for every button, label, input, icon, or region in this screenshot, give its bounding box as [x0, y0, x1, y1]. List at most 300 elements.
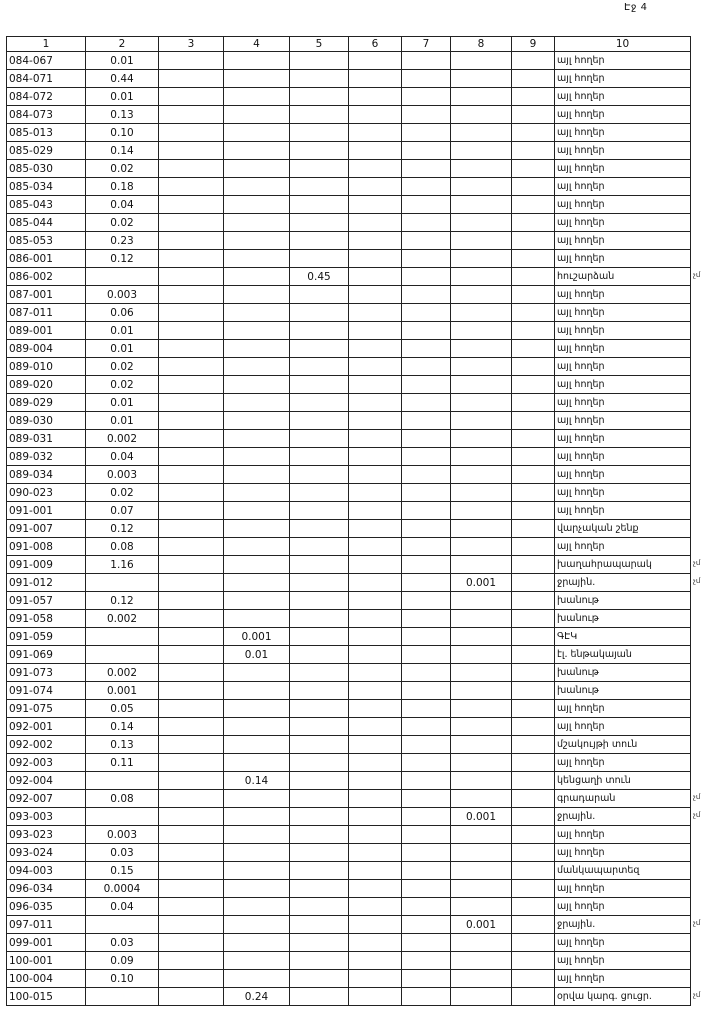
land-use-cell: այլ հողեր: [555, 340, 691, 358]
value-cell-7: [402, 700, 451, 718]
value-cell-7: [402, 538, 451, 556]
table-row: [7, 844, 691, 862]
value-cell-6: [349, 844, 402, 862]
value-cell-5: [290, 394, 349, 412]
value-cell-7: [402, 592, 451, 610]
land-use-cell: ԳԷԿ: [555, 628, 691, 646]
value-cell-2: 0.07: [86, 502, 159, 520]
value-cell-3: [159, 502, 224, 520]
value-cell-8: [451, 268, 512, 286]
value-cell-9: [512, 106, 555, 124]
value-cell-9: [512, 160, 555, 178]
parcel-code-cell: 085-043: [7, 196, 86, 214]
value-cell-8: [451, 250, 512, 268]
land-use-cell: ջրային.: [555, 574, 691, 592]
column-header: 7: [402, 37, 451, 52]
value-cell-9: [512, 754, 555, 772]
value-cell-7: [402, 628, 451, 646]
value-cell-5: [290, 412, 349, 430]
table-row: [7, 322, 691, 340]
value-cell-5: [290, 916, 349, 934]
value-cell-5: [290, 124, 349, 142]
land-use-cell: այլ հողեր: [555, 898, 691, 916]
value-cell-2: [86, 646, 159, 664]
value-cell-9: [512, 250, 555, 268]
value-cell-3: [159, 790, 224, 808]
value-cell-3: [159, 880, 224, 898]
value-cell-8: [451, 502, 512, 520]
parcel-code-cell: 093-024: [7, 844, 86, 862]
value-cell-2: 0.003: [86, 826, 159, 844]
value-cell-2: 0.13: [86, 106, 159, 124]
value-cell-6: [349, 700, 402, 718]
value-cell-6: [349, 286, 402, 304]
value-cell-9: [512, 682, 555, 700]
table-row: [7, 862, 691, 880]
value-cell-8: [451, 304, 512, 322]
value-cell-6: [349, 538, 402, 556]
value-cell-5: [290, 808, 349, 826]
value-cell-7: [402, 718, 451, 736]
value-cell-6: [349, 862, 402, 880]
parcel-code-cell: 094-003: [7, 862, 86, 880]
table-row: [7, 214, 691, 232]
value-cell-3: [159, 592, 224, 610]
value-cell-6: [349, 898, 402, 916]
value-cell-3: [159, 628, 224, 646]
land-use-cell: այլ հողեր: [555, 88, 691, 106]
value-cell-5: [290, 862, 349, 880]
value-cell-4: [224, 898, 290, 916]
value-cell-5: [290, 142, 349, 160]
land-use-cell: այլ հողեր: [555, 484, 691, 502]
land-use-cell: այլ հողեր: [555, 538, 691, 556]
value-cell-6: [349, 70, 402, 88]
land-use-cell: այլ հողեր: [555, 718, 691, 736]
value-cell-3: [159, 700, 224, 718]
value-cell-2: 0.13: [86, 736, 159, 754]
value-cell-6: [349, 178, 402, 196]
value-cell-7: [402, 952, 451, 970]
parcel-code-cell: 084-067: [7, 52, 86, 70]
value-cell-3: [159, 430, 224, 448]
column-header: 9: [512, 37, 555, 52]
value-cell-4: [224, 538, 290, 556]
value-cell-2: 0.10: [86, 124, 159, 142]
land-use-cell: մանկապարտեզ: [555, 862, 691, 880]
value-cell-8: [451, 286, 512, 304]
value-cell-7: [402, 88, 451, 106]
value-cell-9: [512, 268, 555, 286]
value-cell-4: [224, 556, 290, 574]
table-row: [7, 232, 691, 250]
value-cell-5: [290, 574, 349, 592]
parcel-code-cell: 091-073: [7, 664, 86, 682]
land-use-cell: այլ հողեր: [555, 286, 691, 304]
value-cell-4: [224, 52, 290, 70]
value-cell-4: 0.01: [224, 646, 290, 664]
value-cell-2: 0.18: [86, 178, 159, 196]
value-cell-5: [290, 304, 349, 322]
value-cell-8: [451, 448, 512, 466]
value-cell-4: [224, 844, 290, 862]
parcel-code-cell: 091-058: [7, 610, 86, 628]
value-cell-3: [159, 376, 224, 394]
value-cell-3: [159, 718, 224, 736]
value-cell-6: [349, 466, 402, 484]
parcel-code-cell: 096-034: [7, 880, 86, 898]
column-header: 3: [159, 37, 224, 52]
value-cell-5: [290, 448, 349, 466]
value-cell-6: [349, 574, 402, 592]
value-cell-2: 0.08: [86, 790, 159, 808]
value-cell-2: 0.12: [86, 592, 159, 610]
value-cell-2: 0.01: [86, 412, 159, 430]
value-cell-2: 0.01: [86, 52, 159, 70]
value-cell-4: [224, 448, 290, 466]
value-cell-8: [451, 322, 512, 340]
value-cell-5: [290, 70, 349, 88]
value-cell-9: [512, 232, 555, 250]
land-use-cell: այլ հողեր: [555, 178, 691, 196]
land-use-cell: ջրային.: [555, 916, 691, 934]
value-cell-5: [290, 880, 349, 898]
margin-note: չմ: [693, 577, 701, 585]
value-cell-8: [451, 412, 512, 430]
value-cell-9: [512, 286, 555, 304]
value-cell-2: 0.02: [86, 214, 159, 232]
value-cell-5: [290, 736, 349, 754]
parcel-code-cell: 089-004: [7, 340, 86, 358]
value-cell-3: [159, 754, 224, 772]
value-cell-2: 0.44: [86, 70, 159, 88]
value-cell-7: [402, 862, 451, 880]
land-use-cell: այլ հողեր: [555, 412, 691, 430]
value-cell-9: [512, 988, 555, 1006]
value-cell-4: [224, 826, 290, 844]
land-use-cell: խաղահրապարակ: [555, 556, 691, 574]
table-row: [7, 250, 691, 268]
value-cell-3: [159, 232, 224, 250]
value-cell-8: [451, 52, 512, 70]
margin-note: չմ: [693, 793, 701, 801]
value-cell-7: [402, 430, 451, 448]
value-cell-5: [290, 700, 349, 718]
value-cell-3: [159, 682, 224, 700]
table-row: [7, 502, 691, 520]
value-cell-6: [349, 754, 402, 772]
value-cell-6: [349, 790, 402, 808]
value-cell-5: [290, 970, 349, 988]
value-cell-5: [290, 754, 349, 772]
value-cell-4: [224, 754, 290, 772]
parcel-code-cell: 090-023: [7, 484, 86, 502]
value-cell-2: 0.02: [86, 484, 159, 502]
value-cell-9: [512, 844, 555, 862]
value-cell-3: [159, 898, 224, 916]
value-cell-6: [349, 340, 402, 358]
value-cell-9: [512, 502, 555, 520]
value-cell-9: [512, 808, 555, 826]
parcel-code-cell: 091-008: [7, 538, 86, 556]
column-header: 2: [86, 37, 159, 52]
value-cell-7: [402, 466, 451, 484]
value-cell-6: [349, 628, 402, 646]
value-cell-6: [349, 160, 402, 178]
value-cell-4: [224, 520, 290, 538]
value-cell-7: [402, 556, 451, 574]
table-row: [7, 160, 691, 178]
table-row: [7, 736, 691, 754]
value-cell-6: [349, 124, 402, 142]
value-cell-6: [349, 970, 402, 988]
value-cell-4: [224, 502, 290, 520]
parcel-code-cell: 091-057: [7, 592, 86, 610]
value-cell-8: [451, 880, 512, 898]
value-cell-7: [402, 916, 451, 934]
parcel-code-cell: 084-071: [7, 70, 86, 88]
value-cell-4: [224, 214, 290, 232]
value-cell-4: [224, 970, 290, 988]
parcel-code-cell: 086-001: [7, 250, 86, 268]
parcel-code-cell: 092-007: [7, 790, 86, 808]
land-use-cell: այլ հողեր: [555, 430, 691, 448]
column-header: 4: [224, 37, 290, 52]
value-cell-8: [451, 214, 512, 232]
parcel-code-cell: 092-002: [7, 736, 86, 754]
margin-note: չմ: [693, 919, 701, 927]
value-cell-6: [349, 196, 402, 214]
parcel-code-cell: 087-011: [7, 304, 86, 322]
parcel-code-cell: 092-003: [7, 754, 86, 772]
land-use-cell: այլ հողեր: [555, 952, 691, 970]
value-cell-2: 0.01: [86, 322, 159, 340]
table-row: [7, 970, 691, 988]
value-cell-5: [290, 844, 349, 862]
value-cell-3: [159, 196, 224, 214]
value-cell-2: 0.02: [86, 160, 159, 178]
value-cell-8: [451, 592, 512, 610]
value-cell-6: [349, 358, 402, 376]
value-cell-6: [349, 502, 402, 520]
value-cell-4: [224, 358, 290, 376]
value-cell-9: [512, 52, 555, 70]
value-cell-9: [512, 178, 555, 196]
value-cell-9: [512, 214, 555, 232]
parcel-code-cell: 085-034: [7, 178, 86, 196]
value-cell-9: [512, 412, 555, 430]
value-cell-9: [512, 484, 555, 502]
parcel-code-cell: 091-012: [7, 574, 86, 592]
value-cell-6: [349, 808, 402, 826]
table-row: [7, 304, 691, 322]
value-cell-8: [451, 934, 512, 952]
parcel-code-cell: 089-032: [7, 448, 86, 466]
value-cell-8: [451, 952, 512, 970]
value-cell-9: [512, 88, 555, 106]
value-cell-8: [451, 358, 512, 376]
value-cell-8: [451, 466, 512, 484]
parcel-code-cell: 085-044: [7, 214, 86, 232]
value-cell-6: [349, 826, 402, 844]
value-cell-2: 0.15: [86, 862, 159, 880]
value-cell-7: [402, 304, 451, 322]
value-cell-9: [512, 574, 555, 592]
parcel-code-cell: 099-001: [7, 934, 86, 952]
column-header: 6: [349, 37, 402, 52]
value-cell-3: [159, 214, 224, 232]
value-cell-6: [349, 646, 402, 664]
value-cell-5: [290, 196, 349, 214]
value-cell-7: [402, 520, 451, 538]
value-cell-5: [290, 772, 349, 790]
value-cell-7: [402, 898, 451, 916]
land-use-cell: այլ հողեր: [555, 880, 691, 898]
value-cell-5: [290, 520, 349, 538]
value-cell-3: [159, 286, 224, 304]
value-cell-3: [159, 988, 224, 1006]
value-cell-7: [402, 376, 451, 394]
value-cell-9: [512, 970, 555, 988]
value-cell-7: [402, 340, 451, 358]
value-cell-8: [451, 232, 512, 250]
column-header: 5: [290, 37, 349, 52]
value-cell-2: 0.11: [86, 754, 159, 772]
parcel-code-cell: 087-001: [7, 286, 86, 304]
value-cell-4: [224, 160, 290, 178]
value-cell-7: [402, 286, 451, 304]
land-use-cell: խանութ: [555, 682, 691, 700]
value-cell-6: [349, 304, 402, 322]
value-cell-6: [349, 520, 402, 538]
table-row: [7, 52, 691, 70]
value-cell-5: [290, 466, 349, 484]
value-cell-2: 0.23: [86, 232, 159, 250]
value-cell-9: [512, 466, 555, 484]
value-cell-2: 0.04: [86, 448, 159, 466]
table-row: [7, 916, 691, 934]
value-cell-6: [349, 484, 402, 502]
land-use-cell: այլ հողեր: [555, 466, 691, 484]
value-cell-6: [349, 106, 402, 124]
value-cell-8: [451, 520, 512, 538]
land-use-cell: այլ հողեր: [555, 160, 691, 178]
value-cell-4: [224, 88, 290, 106]
land-use-cell: այլ հողեր: [555, 304, 691, 322]
value-cell-6: [349, 88, 402, 106]
value-cell-4: [224, 718, 290, 736]
table-row: [7, 808, 691, 826]
value-cell-4: [224, 934, 290, 952]
value-cell-4: [224, 430, 290, 448]
value-cell-8: [451, 106, 512, 124]
value-cell-2: [86, 988, 159, 1006]
value-cell-3: [159, 808, 224, 826]
table-row: [7, 340, 691, 358]
value-cell-6: [349, 988, 402, 1006]
value-cell-8: [451, 178, 512, 196]
land-use-cell: այլ հողեր: [555, 52, 691, 70]
value-cell-5: 0.45: [290, 268, 349, 286]
land-use-cell: ջրային.: [555, 808, 691, 826]
value-cell-3: [159, 538, 224, 556]
table-row: [7, 772, 691, 790]
value-cell-7: [402, 412, 451, 430]
value-cell-3: [159, 340, 224, 358]
value-cell-5: [290, 250, 349, 268]
value-cell-5: [290, 790, 349, 808]
value-cell-9: [512, 376, 555, 394]
value-cell-5: [290, 556, 349, 574]
value-cell-7: [402, 358, 451, 376]
value-cell-3: [159, 610, 224, 628]
value-cell-6: [349, 322, 402, 340]
margin-note: չմ: [693, 991, 701, 999]
value-cell-4: [224, 610, 290, 628]
value-cell-3: [159, 736, 224, 754]
value-cell-2: [86, 808, 159, 826]
value-cell-4: [224, 808, 290, 826]
value-cell-9: [512, 556, 555, 574]
table-row: [7, 700, 691, 718]
value-cell-6: [349, 880, 402, 898]
value-cell-4: [224, 304, 290, 322]
value-cell-3: [159, 70, 224, 88]
parcel-code-cell: 085-013: [7, 124, 86, 142]
table-row: [7, 376, 691, 394]
value-cell-9: [512, 610, 555, 628]
value-cell-2: [86, 772, 159, 790]
value-cell-7: [402, 106, 451, 124]
value-cell-9: [512, 862, 555, 880]
value-cell-6: [349, 682, 402, 700]
value-cell-8: [451, 340, 512, 358]
value-cell-6: [349, 250, 402, 268]
parcel-code-cell: 084-072: [7, 88, 86, 106]
column-header: 10: [555, 37, 691, 52]
value-cell-4: [224, 142, 290, 160]
value-cell-6: [349, 916, 402, 934]
value-cell-2: 0.002: [86, 610, 159, 628]
table-row: [7, 664, 691, 682]
value-cell-9: [512, 448, 555, 466]
land-use-cell: այլ հողեր: [555, 142, 691, 160]
value-cell-5: [290, 898, 349, 916]
parcel-code-cell: 085-053: [7, 232, 86, 250]
table-row: [7, 286, 691, 304]
value-cell-5: [290, 214, 349, 232]
value-cell-2: 0.08: [86, 538, 159, 556]
value-cell-3: [159, 934, 224, 952]
value-cell-8: [451, 484, 512, 502]
land-use-cell: այլ հողեր: [555, 934, 691, 952]
value-cell-7: [402, 934, 451, 952]
table-row: [7, 142, 691, 160]
table-row: [7, 880, 691, 898]
value-cell-2: 0.003: [86, 466, 159, 484]
value-cell-2: 0.06: [86, 304, 159, 322]
value-cell-2: [86, 916, 159, 934]
table-row: [7, 484, 691, 502]
parcel-code-cell: 091-074: [7, 682, 86, 700]
value-cell-8: [451, 754, 512, 772]
table-row: [7, 358, 691, 376]
column-header: 8: [451, 37, 512, 52]
table-row: [7, 412, 691, 430]
value-cell-8: [451, 142, 512, 160]
value-cell-4: [224, 178, 290, 196]
value-cell-4: [224, 196, 290, 214]
